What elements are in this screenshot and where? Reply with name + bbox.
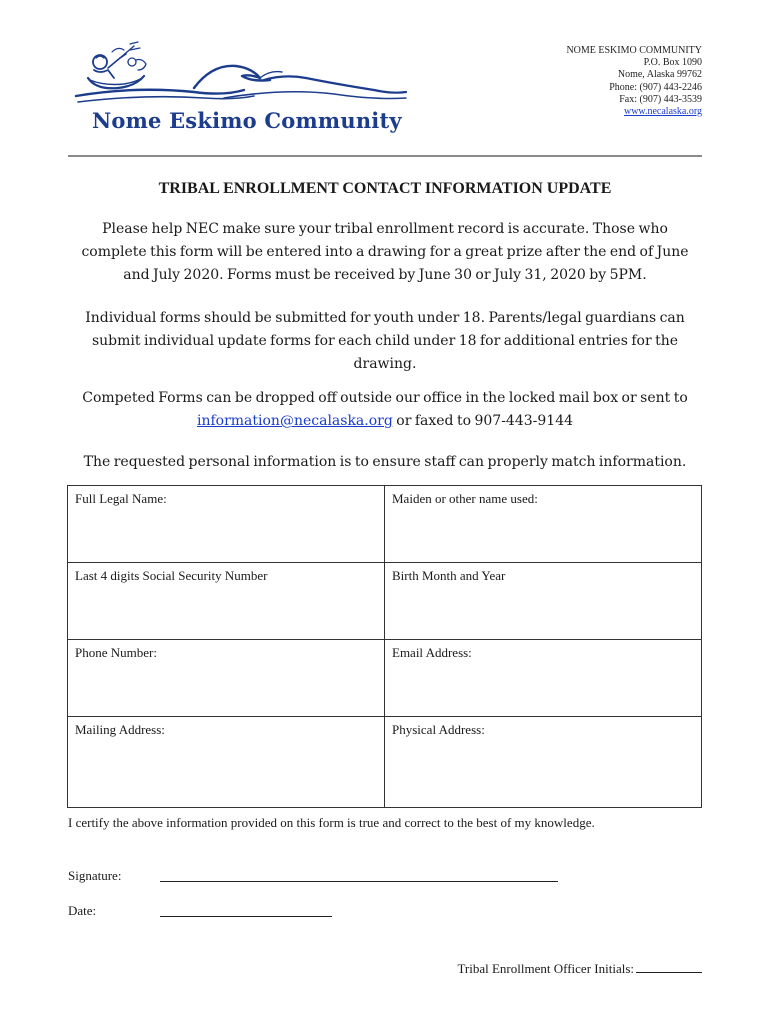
address-line: NOME ESKIMO COMMUNITY: [566, 45, 702, 56]
form-title: TRIBAL ENROLLMENT CONTACT INFORMATION UPDATE: [158, 180, 612, 197]
website-link[interactable]: www.necalaska.org: [623, 106, 702, 118]
signature-label: Signature:: [68, 868, 122, 883]
address-line: Nome, Alaska 99762: [617, 69, 702, 81]
email-link[interactable]: information@necalaska.org: [196, 413, 393, 429]
fax-text: or faxed to 907-443-9144: [392, 413, 574, 429]
phone-number-field[interactable]: [68, 640, 385, 717]
field-label: Mailing Address:: [75, 722, 165, 737]
date-label: Date:: [68, 903, 97, 918]
intro-paragraph: Please help NEC make sure your tribal enrollment record is accurate. Those who complete this form will be entered into a drawing for a great prize after the end of June and July 2020. Forms must be received by June 30 or July 31, 2020 by 5PM.: [81, 221, 689, 283]
field-label: Email Address:: [392, 645, 472, 660]
officer-initials: [457, 960, 702, 977]
header-divider: [68, 155, 702, 157]
maiden-name-field[interactable]: [385, 486, 702, 563]
address-line: Fax: (907) 443-3539: [619, 93, 702, 105]
contact-info-table: [67, 485, 702, 808]
address-block: [566, 45, 702, 118]
officer-initials-label: Tribal Enrollment Officer Initials:: [457, 961, 634, 976]
field-label: Full Legal Name:: [75, 491, 167, 506]
logo-wordmark: Nome Eskimo Community: [92, 108, 402, 133]
submission-text: Competed Forms can be dropped off outside our office in the locked mail box or sent to: [82, 390, 688, 406]
youth-paragraph: Individual forms should be submitted for youth under 18. Parents/legal guardians can submit individual update forms for each child under 18 for additional entries for the drawing.: [85, 310, 685, 372]
address-line: Phone: (907) 443-2246: [609, 81, 702, 93]
certification-statement: I certify the above information provided on this form is true and correct to the best of my knowledge.: [68, 815, 595, 830]
ssn-last4-field[interactable]: [68, 563, 385, 640]
email-address-field[interactable]: [385, 640, 702, 717]
date-line[interactable]: [160, 916, 332, 917]
full-legal-name-field[interactable]: [68, 486, 385, 563]
field-label: Maiden or other name used:: [392, 491, 538, 506]
birth-month-year-field[interactable]: [385, 563, 702, 640]
officer-initials-line[interactable]: [636, 960, 702, 973]
signature-line[interactable]: [160, 881, 558, 882]
field-label: Physical Address:: [392, 722, 485, 737]
field-label: Birth Month and Year: [392, 568, 506, 583]
submission-paragraph: [68, 387, 702, 433]
logo-graphic-icon: [74, 40, 410, 110]
nec-logo: [74, 40, 410, 140]
physical-address-field[interactable]: [385, 717, 702, 808]
field-label: Phone Number:: [75, 645, 157, 660]
field-label: Last 4 digits Social Security Number: [75, 568, 268, 583]
purpose-paragraph: The requested personal information is to ensure staff can properly match information.: [83, 454, 687, 470]
mailing-address-field[interactable]: [68, 717, 385, 808]
address-line: P.O. Box 1090: [643, 57, 702, 69]
